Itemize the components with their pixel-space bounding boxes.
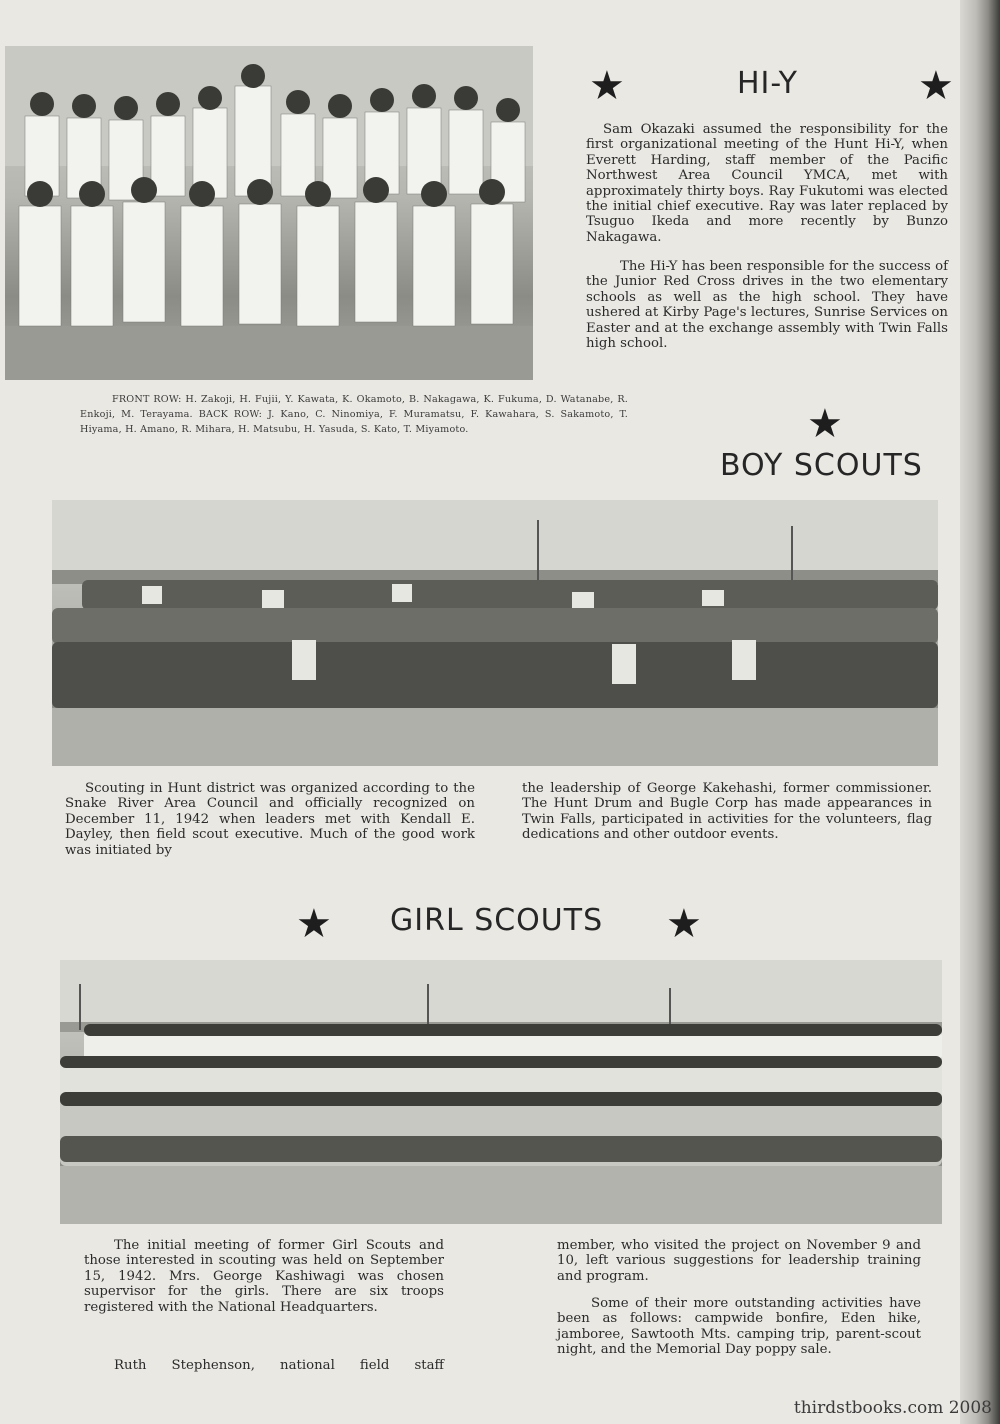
hi-y-paragraph-1: Sam Okazaki assumed the responsibility for the first organizational meeting of the Hunt Hi-Y, when Everett Harding, staff member of the Pacific Northwest Area Council YMCA, met with approximately thirty boys. Ray Fukutomi was elected the initial chief executive. Ray was later replaced by Tsuguo Ikeda and more recently by Bunzo Nakagawa.	[586, 122, 948, 245]
girl-scouts-text-column-2-paragraph-1: member, who visited the project on November 9 and 10, left various suggestions for leadership training and program.	[557, 1238, 921, 1284]
hi-y-group-photo	[5, 46, 533, 380]
boy-scouts-group-photo	[52, 500, 938, 766]
boy-scouts-photo-figures	[52, 500, 938, 766]
hi-y-photo-figures	[5, 46, 533, 380]
girl-scouts-photo-figures	[60, 960, 942, 1224]
boy-scouts-heading: BOY SCOUTS	[720, 448, 923, 483]
girl-scouts-star-right-icon: ★	[666, 901, 702, 947]
hi-y-photo-caption: FRONT ROW: H. Zakoji, H. Fujii, Y. Kawata, K. Okamoto, B. Nakagawa, K. Fukuma, D. Watanabe, R. Enkoji, M. Terayama. BACK ROW: J. Kano, C. Ninomiya, F. Muramatsu, F. Kawahara, S. Sakamoto, T. Hiyama, H. Amano, R. Mihara, H. Matsubu, H. Yasuda, S. Kato, T. Miyamoto.	[80, 394, 628, 435]
girl-scouts-heading: GIRL SCOUTS	[390, 903, 604, 938]
girl-scouts-text-column-1-paragraph-2: Ruth Stephenson, national field staff	[114, 1358, 444, 1373]
boy-scouts-text-column-2: the leadership of George Kakehashi, former commissioner. The Hunt Drum and Bugle Corp has made appearances in Twin Falls, participated in activities for the volunteers, flag dedications and other outdoor events.	[522, 781, 932, 843]
hi-y-star-left-icon: ★	[589, 63, 625, 109]
girl-scouts-text-column-1-paragraph-1: The initial meeting of former Girl Scouts and those interested in scouting was held on September 15, 1942. Mrs. George Kashiwagi was chosen supervisor for the girls. There are six troops registered with the National Headquarters.	[84, 1238, 444, 1315]
girl-scouts-star-left-icon: ★	[296, 901, 332, 947]
hi-y-star-right-icon: ★	[918, 63, 954, 109]
watermark-text: thirdstbooks.com 2008	[793, 1398, 992, 1418]
boy-scouts-star-icon: ★	[807, 401, 843, 447]
girl-scouts-group-photo	[60, 960, 942, 1224]
hi-y-heading: HI-Y	[737, 66, 798, 101]
boy-scouts-text-column-1: Scouting in Hunt district was organized according to the Snake River Area Council and officially recognized on December 11, 1942 when leaders met with Kendall E. Dayley, then field scout executive. Much of the good work was initiated by	[65, 781, 475, 858]
girl-scouts-text-column-2-paragraph-2: Some of their more outstanding activities have been as follows: campwide bonfire, Eden hike, jamboree, Sawtooth Mts. camping trip, parent-scout night, and the Memorial Day poppy sale.	[557, 1296, 921, 1358]
page-binding-edge	[960, 0, 1000, 1424]
hi-y-paragraph-2: The Hi-Y has been responsible for the success of the Junior Red Cross drives in the two elementary schools as well as the high school. They have ushered at Kirby Page's lectures, Sunrise Services on Easter and at the exchange assembly with Twin Falls high school.	[586, 259, 948, 352]
